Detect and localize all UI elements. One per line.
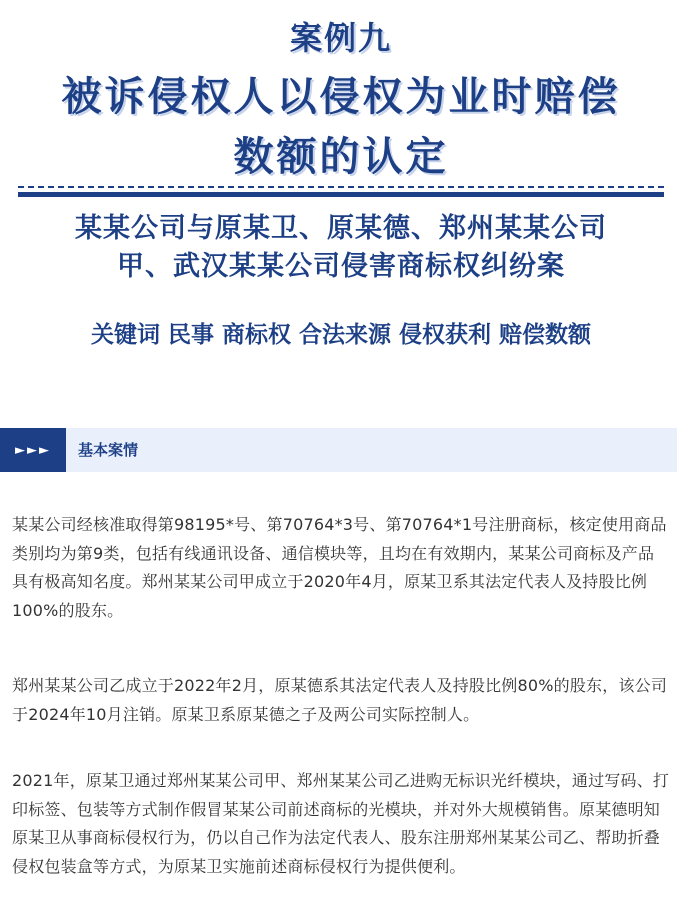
case-number: 案例九 <box>289 19 392 57</box>
triple-arrow-icon: ►►► <box>0 428 66 472</box>
case-title-line-2: 数额的认定 <box>233 134 449 180</box>
keywords-line: 关键词 民事 商标权 合法来源 侵权获利 赔偿数额 <box>90 322 592 348</box>
section-header <box>0 428 677 472</box>
body-paragraph: 某某公司经核准取得第98195*号、第70764*3号、第70764*1号注册商标，核定使用商品类别均为第9类，包括有线通讯设备、通信模块等，且均在有效期内，某某公司商标及产品具有极高知名度。郑州某某公司甲成立于2020年4月，原某卫系其法定代表人及持股比例100%的股东。 <box>12 515 667 620</box>
case-subtitle-line-2: 甲、武汉某某公司侵害商标权纠纷案 <box>117 251 565 282</box>
section-title: 基本案情 <box>78 441 139 459</box>
case-subtitle-line-1: 某某公司与原某卫、原某德、郑州某某公司 <box>75 213 607 244</box>
case-title-line-1: 被诉侵权人以侵权为业时赔偿 <box>61 74 621 120</box>
body-paragraph: 2021年，原某卫通过郑州某某公司甲、郑州某某公司乙进购无标识光纤模块，通过写码、打印标签、包装等方式制作假冒某某公司前述商标的光模块，并对外大规模销售。原某德明知原某卫从事商标侵权行为，仍以自己作为法定代表人、股东注册郑州某某公司乙、帮助折叠侵权包装盒等方式，为原某卫实施前述商标侵权行为提供便利。 <box>12 771 670 876</box>
solid-divider <box>18 192 664 197</box>
body-paragraph: 郑州某某公司乙成立于2022年2月，原某德系其法定代表人及持股比例80%的股东，该公司于2024年10月注销。原某卫系原某德之子及两公司实际控制人。 <box>12 676 668 724</box>
dashed-divider <box>18 186 664 188</box>
